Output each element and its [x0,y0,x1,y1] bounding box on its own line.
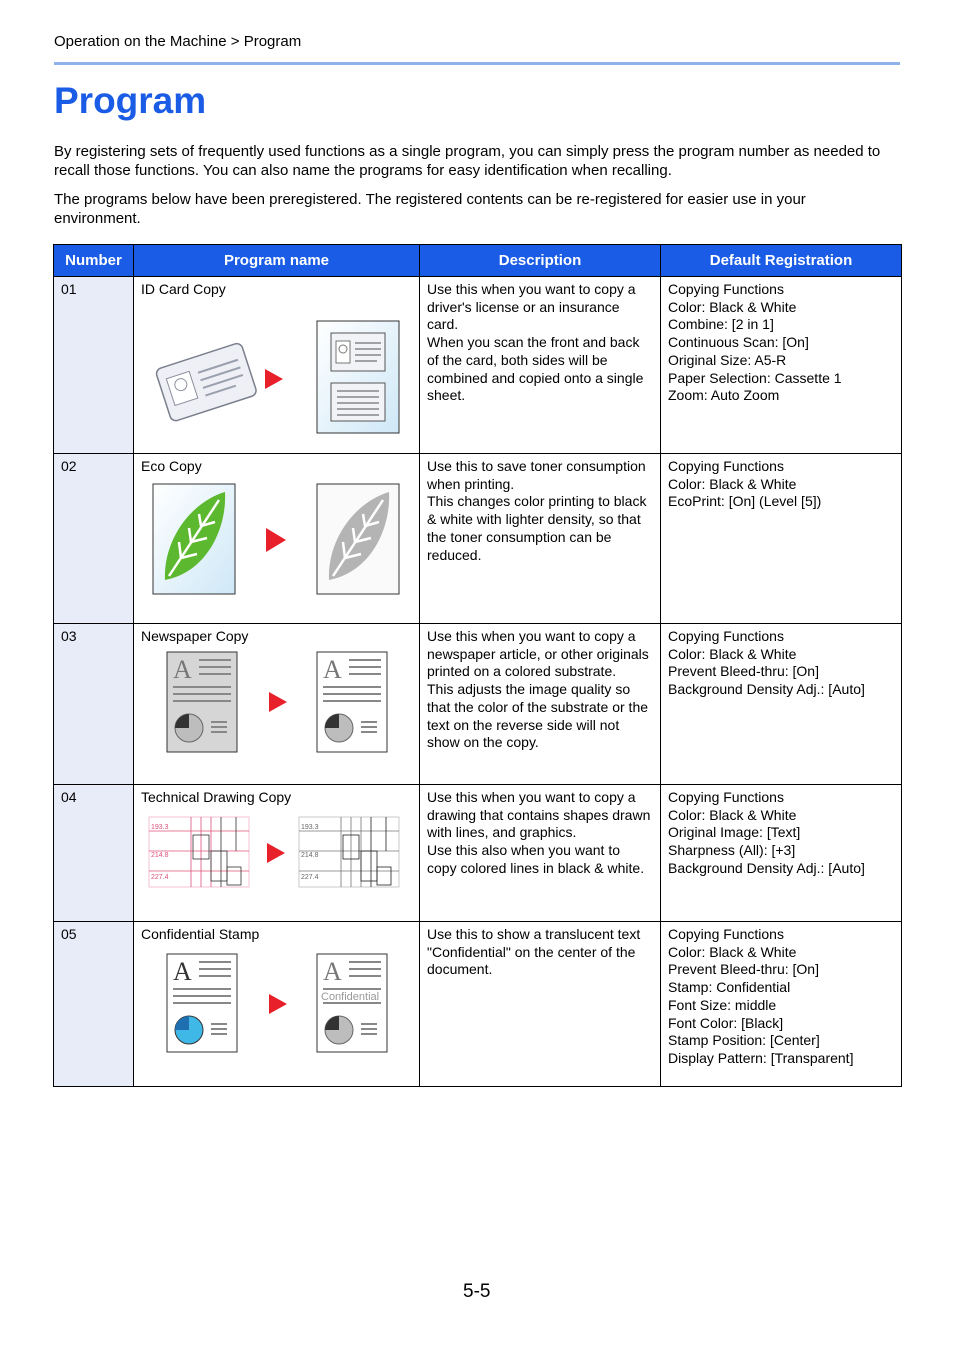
clean-document-icon [317,652,387,752]
program-description: Use this to show a translucent text "Confidential" on the center of the document. [420,922,661,1087]
header-number: Number [54,245,134,277]
table-row [54,922,902,1087]
drawing-label: 227.4 [151,873,169,881]
intro-paragraph-2: The programs below have been preregistered. The registered contents can be re-registered for easier use in your environment. [54,191,806,227]
drawing-label: 193.3 [151,823,169,831]
color-drawing-icon [149,817,249,887]
doc-letter: A [323,956,342,986]
program-name-cell [134,922,420,1087]
color-document-icon [167,954,237,1052]
table-row [54,277,902,454]
program-name-cell [134,624,420,785]
program-registration: Copying Functions Color: Black & White Prevent Bleed-thru: [On] Background Density Adj.: [Auto] [661,624,902,785]
drawing-label: 193.3 [301,823,319,831]
intro-paragraph-1: By registering sets of frequently used functions as a single program, you can simply press the program number as needed to recall those functions. You can also name the programs for easy identification when recalling. [54,143,881,179]
confidential-stamp-illustration [141,948,411,1056]
program-description: Use this when you want to copy a drawing that contains shapes drawn with lines, and graphics. Use this also when you want to copy colored lines in black & white. [420,785,661,922]
header-program-name: Program name [134,245,420,277]
header-rule [54,62,900,65]
header-default-registration: Default Registration [661,245,902,277]
bw-drawing-icon [299,817,399,887]
doc-letter: A [173,654,192,684]
program-registration: Copying Functions Color: Black & White Combine: [2 in 1] Continuous Scan: [On] Original Size: A5-R Paper Selection: Cassette 1 Zoom: Auto Zoom [661,277,902,454]
drawing-label: 214.8 [301,851,319,859]
program-table [53,244,902,1087]
program-registration: Copying Functions Color: Black & White EcoPrint: [On] (Level [5]) [661,454,902,624]
program-name-cell [134,785,420,922]
header-description: Description [420,245,661,277]
program-name-cell [134,277,420,454]
arrow-icon [269,994,287,1014]
arrow-icon [269,692,287,712]
color-leaf-sheet-icon [153,484,235,594]
newspaper-copy-illustration [141,650,411,754]
gray-leaf-sheet-icon [317,484,399,594]
program-name: Newspaper Copy [141,628,249,644]
id-card-icon [155,342,258,422]
program-number: 05 [54,922,134,1087]
stamped-document-icon [317,954,387,1052]
program-name: Eco Copy [141,458,202,474]
arrow-icon [265,369,283,389]
id-card-copy-illustration [141,303,411,443]
technical-drawing-illustration [141,811,411,891]
doc-letter: A [323,654,342,684]
program-number: 03 [54,624,134,785]
drawing-label: 227.4 [301,873,319,881]
program-name: Technical Drawing Copy [141,789,292,805]
table-row [54,454,902,624]
program-name-cell [134,454,420,624]
arrow-icon [267,843,285,863]
eco-copy-illustration [141,480,411,596]
program-description: Use this to save toner consumption when printing. This changes color printing to black & white with lighter density, so that the toner consumption can be reduced. [420,454,661,624]
program-registration: Copying Functions Color: Black & White Prevent Bleed-thru: [On] Stamp: Confidential Font Size: middle Font Color: [Black] Stamp Position: [Center] Display Pattern: [Transparent] [661,922,902,1087]
program-description: Use this when you want to copy a newspaper article, or other originals printed on a colored substrate. This adjusts the image quality so that the color of the substrate or the text on the reverse side will not show on the copy. [420,624,661,785]
program-name: Confidential Stamp [141,926,260,942]
program-registration: Copying Functions Color: Black & White Original Image: [Text] Sharpness (All): [+3] Background Density Adj.: [Auto] [661,785,902,922]
program-number: 04 [54,785,134,922]
program-number: 02 [54,454,134,624]
program-number: 01 [54,277,134,454]
page-title: Program [54,80,207,121]
breadcrumb: Operation on the Machine > Program [54,33,302,50]
program-name: ID Card Copy [141,281,226,297]
program-description: Use this when you want to copy a driver's license or an insurance card. When you scan the front and back of the card, both sides will be combined and copied onto a single sheet. [420,277,661,454]
table-row [54,624,902,785]
combined-sheet-icon [317,321,399,433]
table-header-row [54,245,902,277]
drawing-label: 214.8 [151,851,169,859]
doc-letter: A [173,956,192,986]
page-number: 5-5 [463,1281,491,1302]
confidential-stamp-text: Confidential [321,990,380,1003]
arrow-icon [266,528,286,552]
table-row [54,785,902,922]
gray-document-icon [167,652,237,752]
